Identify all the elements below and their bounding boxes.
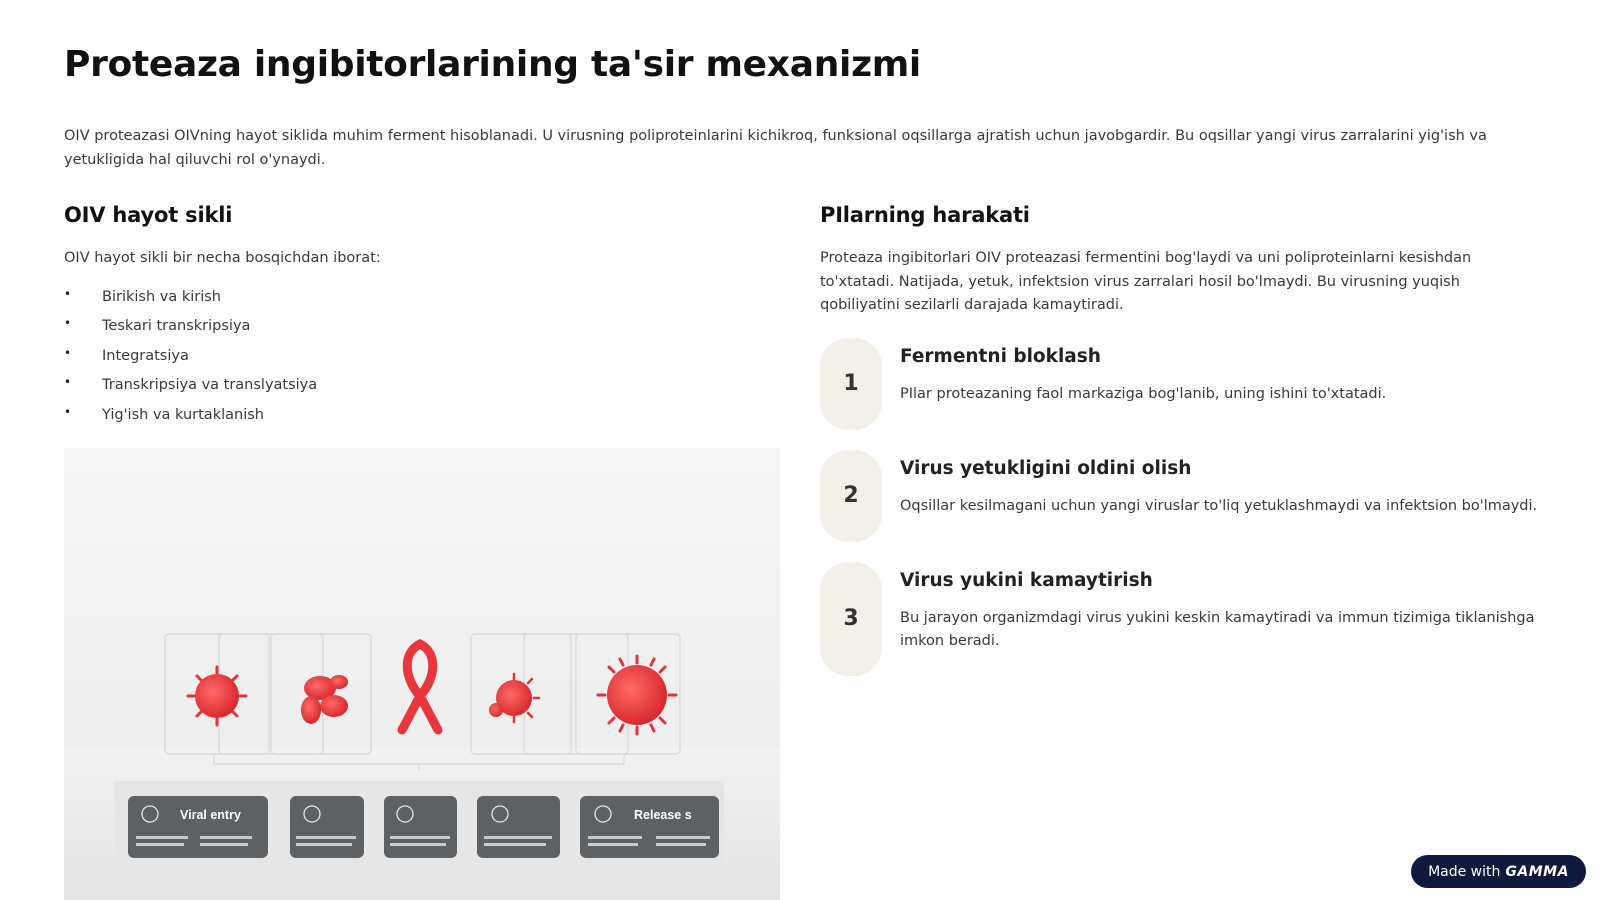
- list-item: • Integratsiya: [64, 342, 780, 372]
- step-item: [820, 562, 1540, 674]
- virus-fragment-icon: [301, 675, 348, 724]
- virus-budding-icon: [489, 674, 539, 722]
- list-item: • Yig'ish va kurtaklanish: [64, 401, 780, 431]
- step-title: Virus yetukligini oldini olish: [900, 457, 1192, 479]
- hiv-life-cycle-section: [64, 203, 780, 430]
- steps-list: [820, 338, 1540, 674]
- life-cycle-image: [64, 448, 780, 900]
- life-cycle-lead: OIV hayot sikli bir necha bosqichdan iborat:: [64, 250, 381, 266]
- page-title: Proteaza ingibitorlarining ta'sir mexanizmi: [64, 44, 921, 85]
- virus-1-icon: [188, 667, 246, 725]
- step-title: Virus yukini kamaytirish: [900, 569, 1153, 591]
- made-with-gamma-badge[interactable]: [1411, 855, 1586, 888]
- pi-action-lead: Proteaza ingibitorlari OIV proteazasi fermentini bog'laydi va uni poliproteinlarni kesishdan to'xtatadi. Natijada, yetuk, infektsion virus zarralari hosil bo'lmaydi. Bu virusning yuqish qobiliyatini sezilarli darajada kamaytiradi.: [820, 250, 1472, 313]
- step-number: 1: [820, 338, 882, 430]
- step-number: 2: [820, 450, 882, 542]
- intro-paragraph: OIV proteazasi OIVning hayot siklida muhim ferment hisoblanadi. U virusning poliproteinlarini kichikroq, funksional oqsillarga ajratish uchun javobgardir. Bu oqsillar yangi virus zarralarini yig'ish va yetukligida hal qiluvchi rol o'ynaydi.: [64, 128, 1487, 168]
- step-item: [820, 450, 1540, 562]
- mature-virus-icon: [598, 656, 676, 734]
- gamma-logo: GAMMA: [1505, 863, 1569, 880]
- aids-ribbon-icon: [402, 644, 438, 730]
- list-item: • Transkripsiya va translyatsiya: [64, 371, 780, 401]
- badge-prefix: Made with: [1428, 863, 1501, 880]
- step-text: Bu jarayon organizmdagi virus yukini keskin kamaytiradi va immun tizimiga tiklanishga imkon beradi.: [900, 609, 1535, 649]
- hiv-life-cycle-illustration: [64, 448, 780, 900]
- section-heading-pi-action: PIlarning harakati: [820, 203, 1030, 227]
- release-label: Release s: [634, 808, 692, 822]
- viral-entry-label: Viral entry: [180, 808, 241, 822]
- list-item: • Teskari transkripsiya: [64, 312, 780, 342]
- step-text: PIlar proteazaning faol markaziga bog'lanib, uning ishini to'xtatadi.: [900, 385, 1387, 402]
- life-cycle-list: [64, 283, 780, 431]
- step-title: Fermentni bloklash: [900, 345, 1101, 367]
- pi-action-section: [820, 203, 1540, 674]
- section-heading-life-cycle: OIV hayot sikli: [64, 203, 233, 227]
- stage-panels: [128, 796, 719, 858]
- step-item: [820, 338, 1540, 450]
- step-text: Oqsillar kesilmagani uchun yangi viruslar to'liq yetuklashmaydi va infektsion bo'lmaydi.: [900, 497, 1538, 514]
- list-item: • Birikish va kirish: [64, 283, 780, 313]
- step-number: 3: [820, 562, 882, 676]
